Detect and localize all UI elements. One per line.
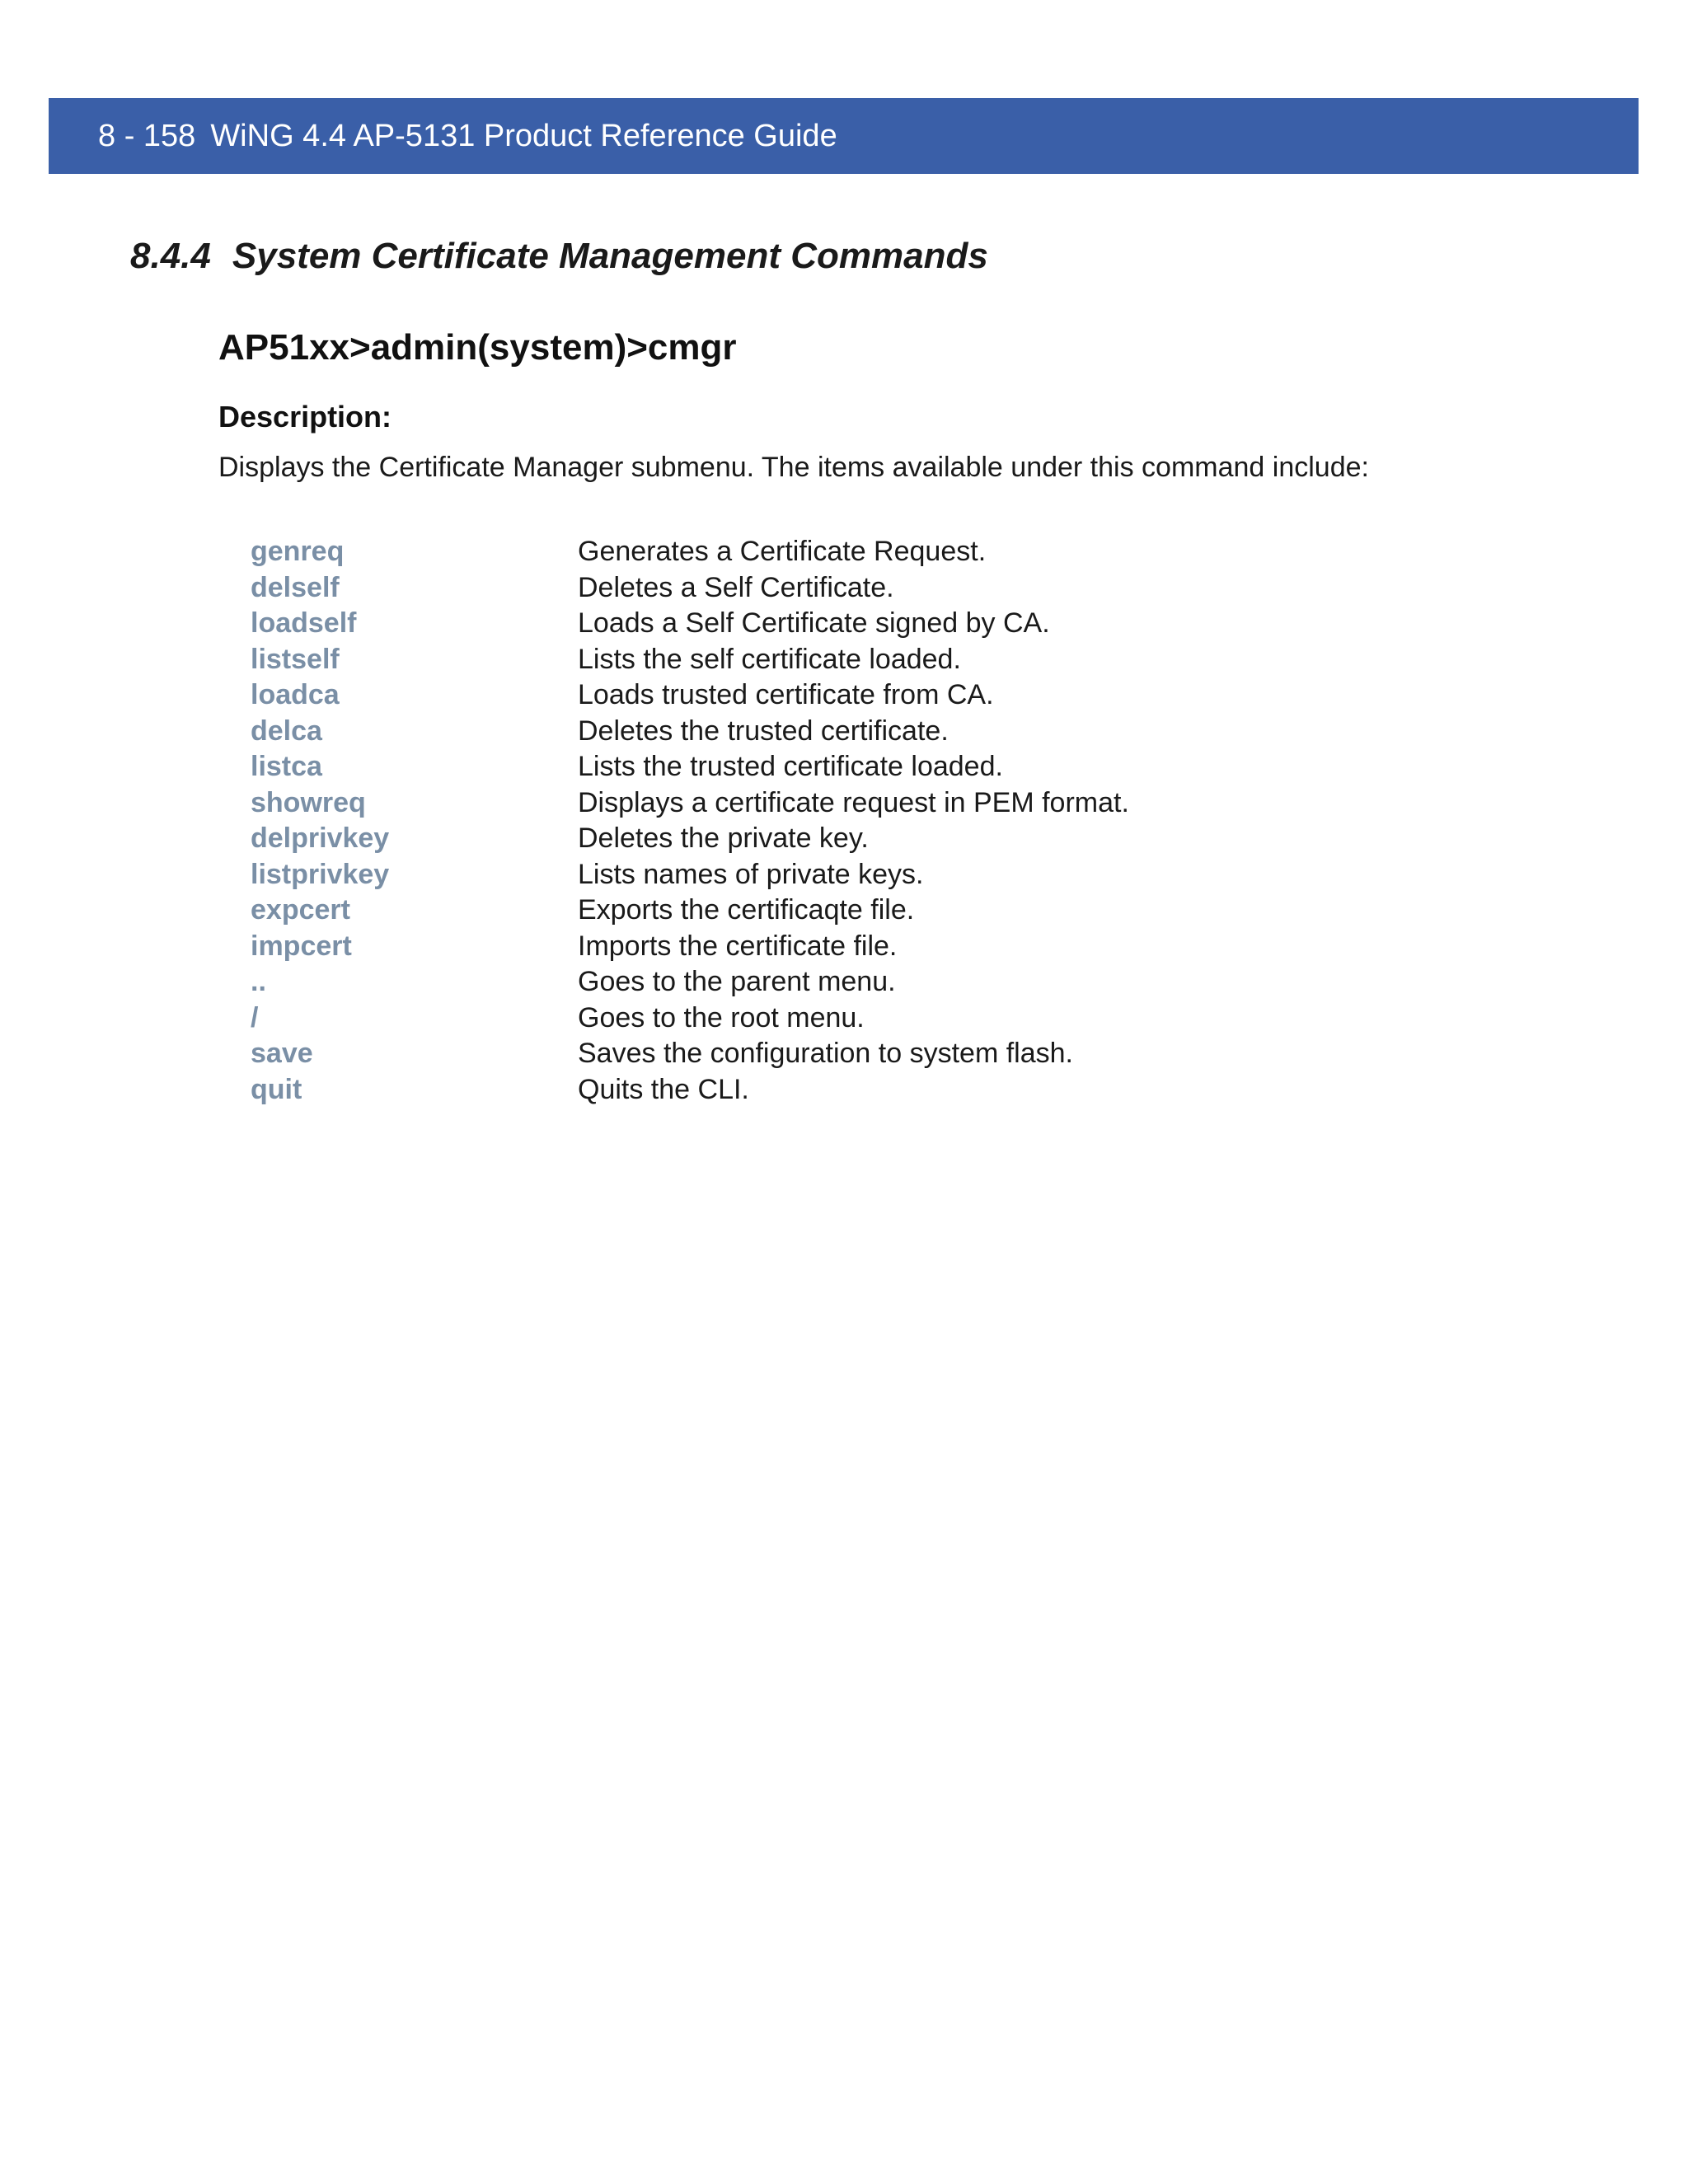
- command-name: delca: [251, 715, 322, 747]
- command-name: expcert: [251, 894, 350, 926]
- command-list: [251, 534, 1404, 1108]
- command-description: Deletes a Self Certificate.: [578, 571, 894, 603]
- command-title: AP51xx>admin(system)>cmgr: [218, 327, 737, 368]
- command-description: Imports the certificate file.: [578, 930, 898, 962]
- command-name: impcert: [251, 930, 352, 962]
- command-description: Lists the trusted certificate loaded.: [578, 751, 1003, 783]
- description-heading: Description:: [218, 400, 392, 434]
- command-name: listca: [251, 751, 322, 783]
- command-description: Lists names of private keys.: [578, 858, 924, 890]
- command-name: delself: [251, 571, 340, 603]
- command-row: [251, 749, 1404, 785]
- command-row: [251, 1036, 1404, 1072]
- command-row: [251, 857, 1404, 893]
- command-description: Deletes the trusted certificate.: [578, 715, 949, 747]
- page-number: 8 - 158: [98, 118, 196, 153]
- command-name: quit: [251, 1073, 302, 1105]
- command-row: [251, 642, 1404, 678]
- command-row: [251, 606, 1404, 642]
- command-row: [251, 893, 1404, 929]
- command-row: [251, 570, 1404, 607]
- description-text: Displays the Certificate Manager submenu. The items available under this command include:: [218, 452, 1369, 483]
- command-description: Loads trusted certificate from CA.: [578, 679, 994, 711]
- command-name: listself: [251, 643, 340, 675]
- command-row: [251, 534, 1404, 570]
- command-description: Lists the self certificate loaded.: [578, 643, 961, 675]
- command-row: [251, 821, 1404, 857]
- command-name: /: [251, 1001, 259, 1033]
- command-name: showreq: [251, 786, 366, 818]
- guide-title: WiNG 4.4 AP-5131 Product Reference Guide: [210, 118, 837, 153]
- command-description: Goes to the parent menu.: [578, 966, 896, 998]
- command-name: loadself: [251, 607, 357, 640]
- command-name: loadca: [251, 679, 340, 711]
- command-description: Loads a Self Certificate signed by CA.: [578, 607, 1050, 640]
- command-row: [251, 785, 1404, 822]
- command-row: [251, 677, 1404, 714]
- command-row: [251, 1072, 1404, 1108]
- command-name: genreq: [251, 536, 345, 568]
- command-row: [251, 929, 1404, 965]
- command-description: Generates a Certificate Request.: [578, 536, 987, 568]
- section-title: System Certificate Management Commands: [232, 236, 988, 276]
- command-description: Deletes the private key.: [578, 823, 869, 855]
- command-name: save: [251, 1038, 313, 1070]
- command-description: Displays a certificate request in PEM format.: [578, 786, 1129, 818]
- command-name: ..: [251, 966, 266, 998]
- command-description: Exports the certificaqte file.: [578, 894, 915, 926]
- command-row: [251, 1001, 1404, 1037]
- command-description: Saves the configuration to system flash.: [578, 1038, 1073, 1070]
- section-heading: [130, 236, 988, 277]
- command-description: Goes to the root menu.: [578, 1001, 865, 1033]
- page-header-bar: [49, 98, 1639, 174]
- command-name: listprivkey: [251, 858, 390, 890]
- command-row: [251, 714, 1404, 750]
- command-row: [251, 964, 1404, 1001]
- command-description: Quits the CLI.: [578, 1073, 749, 1105]
- page-header-text: [98, 119, 837, 154]
- section-number: 8.4.4: [130, 236, 211, 276]
- command-name: delprivkey: [251, 823, 390, 855]
